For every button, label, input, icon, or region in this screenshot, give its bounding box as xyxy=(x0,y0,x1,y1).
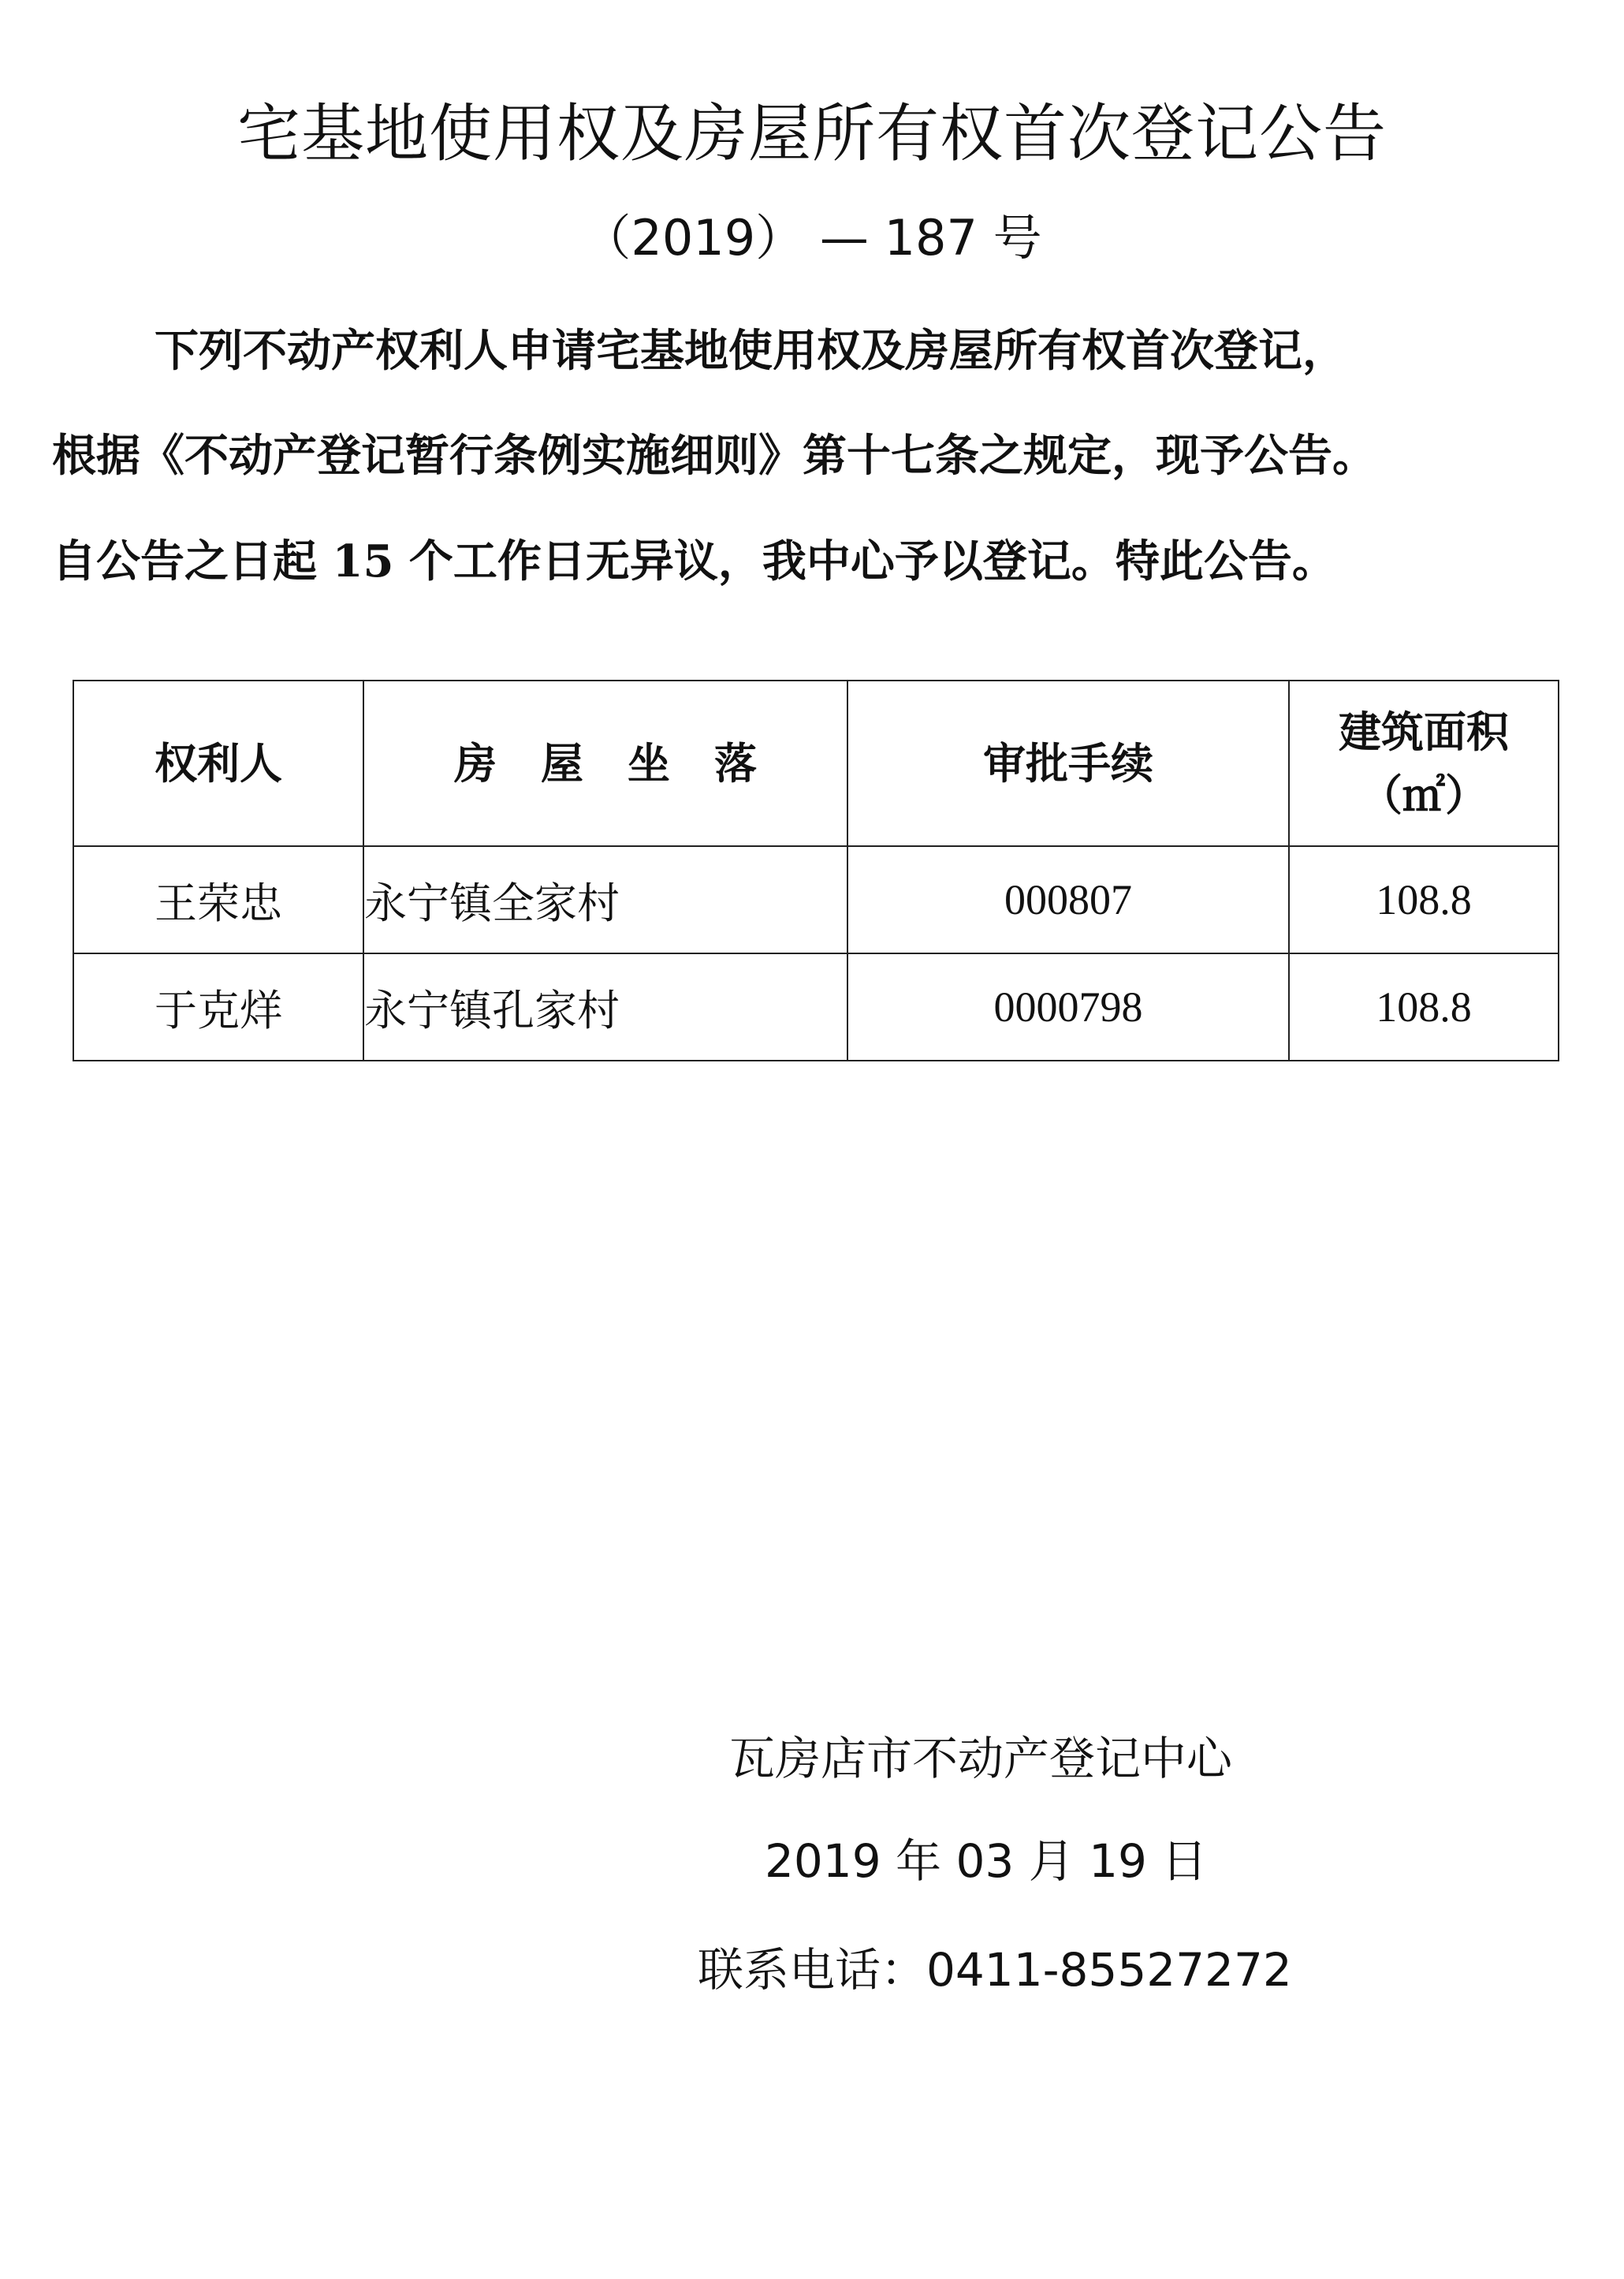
header-location xyxy=(363,681,847,846)
paragraph-line-2: 根据《不动产登记暂行条例实施细则》第十七条之规定，现予公告。 xyxy=(52,430,1376,482)
contact-phone: 联系电话：0411-85527272 xyxy=(698,1943,1292,1997)
header-holder-label: 权利人 xyxy=(155,738,282,789)
header-approval-label: 审批手续 xyxy=(983,738,1153,789)
cell-area: 108.8 xyxy=(1289,953,1559,1061)
registration-table xyxy=(73,680,1559,1061)
cell-holder: 王荣忠 xyxy=(73,846,363,953)
cell-approval: 0000798 xyxy=(847,953,1289,1061)
paragraph-line-1: 下列不动产权利人申请宅基地使用权及房屋所有权首次登记， xyxy=(155,325,1347,377)
cell-holder: 于克烊 xyxy=(73,953,363,1061)
cell-area: 108.8 xyxy=(1289,846,1559,953)
document-number: （2019） — 187 号 xyxy=(582,209,1042,267)
paragraph-line-3: 自公告之日起 15 个工作日无异议，我中心予以登记。特此公告。 xyxy=(52,535,1336,587)
cell-location: 永宁镇孔家村 xyxy=(363,953,847,1061)
header-holder xyxy=(73,681,363,846)
header-area xyxy=(1289,681,1559,846)
issue-date: 2019 年 03 月 19 日 xyxy=(765,1834,1208,1888)
header-location-label: 房屋坐落 xyxy=(454,738,801,789)
cell-location: 永宁镇全家村 xyxy=(363,846,847,953)
header-area-unit: （㎡） xyxy=(1360,770,1488,820)
header-area-label: 建筑面积 xyxy=(1339,707,1509,757)
table-row xyxy=(73,953,1559,1061)
table-header-row xyxy=(73,681,1559,846)
cell-approval: 000807 xyxy=(847,846,1289,953)
issuing-organization: 瓦房店市不动产登记中心 xyxy=(729,1732,1233,1785)
header-approval xyxy=(847,681,1289,846)
document-title: 宅基地使用权及房屋所有权首次登记公告 xyxy=(237,97,1387,170)
table-row xyxy=(73,846,1559,953)
